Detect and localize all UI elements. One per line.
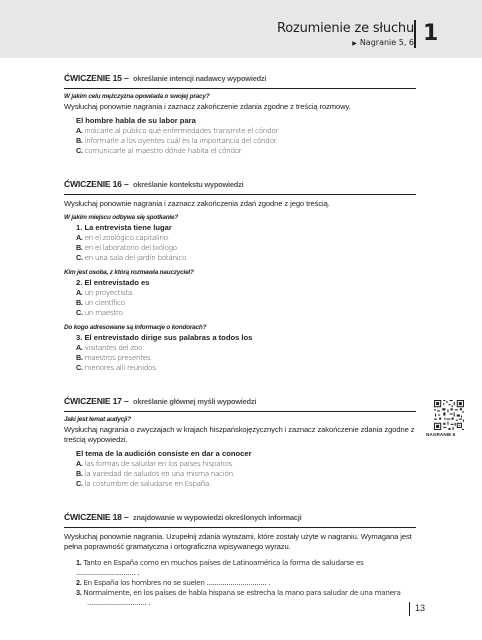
exercise-16-prompt-3: 3. El entrevistado dirige sus palabras a todos los [76, 333, 253, 342]
fill-in-item[interactable]: 3. Normalmente, en los países de habla hispana se estrecha la mano para saludar de una manera .............................. . [76, 588, 401, 607]
exercise-15-desc: określanie intencji nadawcy wypowiedzi [133, 74, 267, 83]
exercise-15-heading [64, 68, 416, 89]
exercise-18-name: ĆWICZENIE 18 – [64, 512, 129, 522]
exercise-16-task-2 [76, 278, 416, 318]
answer-option[interactable]: A. visitantes del zoo. [76, 343, 144, 352]
exercise-16-question-3: Do kogo adresowane są informacje o kondorach? [64, 324, 207, 331]
chapter-number: 1 [423, 21, 439, 46]
recording-reference [352, 38, 414, 47]
footer-divider [409, 602, 410, 616]
exercise-17-prompt: El tema de la audición consiste en dar a conocer [76, 449, 252, 458]
exercise-16-question-1: W jakim miejscu odbywa się spotkanie? [64, 214, 179, 221]
exercise-18-heading [64, 507, 416, 528]
recording-label: Nagranie 5, 6 [359, 38, 414, 47]
exercise-17-heading [64, 391, 416, 412]
exercise-17-desc: określanie głównej myśli wypowiedzi [133, 397, 257, 406]
exercise-17-task [76, 449, 416, 489]
answer-blank[interactable]: .............................. . [204, 578, 271, 587]
exercise-16-name: ĆWICZENIE 16 – [64, 179, 129, 189]
exercise-15-question: W jakim celu mężczyzna opowiada o swojej pracy? [64, 93, 210, 100]
answer-option[interactable]: C. comunicarle al maestro dónde habita el cóndor. [76, 146, 243, 155]
answer-option[interactable]: C. un maestro. [76, 308, 125, 317]
exercise-16-desc: określanie kontekstu wypowiedzi [133, 180, 244, 189]
exercise-18-items [76, 558, 416, 608]
exercise-15-prompt: El hombre habla de su labor para [76, 116, 196, 125]
page-number: 13 [415, 603, 426, 613]
exercise-17-name: ĆWICZENIE 17 – [64, 396, 129, 406]
fill-in-item[interactable]: 1. Tanto en España como en muchos países de Latinoamérica la forma de saludarse es .............................. . [76, 558, 364, 577]
answer-blank[interactable]: .............................. . [76, 568, 140, 577]
answer-option[interactable]: C. menores allí reunidos. [76, 363, 158, 372]
exercise-16-task-1 [76, 223, 416, 263]
section-title: Rozumienie ze słuchu [276, 21, 414, 36]
exercise-15-task [76, 116, 416, 156]
answer-option[interactable]: B. la variedad de saludos en una misma nación. [76, 469, 235, 478]
play-triangle-icon: ▶ [352, 40, 357, 47]
exercise-15-instruction: Wysłuchaj ponownie nagrania i zaznacz zakończenie zdania zgodne z treścią rozmowy. [64, 102, 351, 111]
exercise-16-prompt-1: 1. La entrevista tiene lugar [76, 223, 172, 232]
exercise-16-prompt-2: 2. El entrevistado es [76, 278, 150, 287]
answer-option[interactable]: A. un proyectista. [76, 288, 134, 297]
page-content [64, 68, 416, 608]
exercise-18-instruction: Wysłuchaj ponownie nagrania. Uzupełnij zdania wyrazami, które zostały użyte w nagraniu. Wymagana jest pełna poprawność gramatyczna i ortograficzna wpisywanego wyrazu. [64, 532, 412, 551]
answer-option[interactable]: B. maestros presentes. [76, 353, 153, 362]
answer-option[interactable]: A. en el zoológico capitalino. [76, 233, 170, 242]
exercise-17-instruction: Wysłuchaj nagrania o zwyczajach w krajach hiszpańskojęzycznych i zaznacz zakończenie zdania zgodne z treścią wypowiedzi. [64, 425, 415, 444]
answer-option[interactable]: A. las formas de saludar en los países hispanos. [76, 459, 234, 468]
answer-option[interactable]: B. un científico. [76, 298, 127, 307]
fill-in-item[interactable]: 2. En España los hombres no se suelen .............................. . [76, 578, 271, 587]
answer-option[interactable]: C. la costumbre de saludarse en España. [76, 479, 212, 488]
recording-label: NAGRANIE 6 [426, 432, 456, 437]
exercise-16-heading [64, 174, 416, 195]
exercise-16-question-2: Kim jest osoba, z którą rozmawia nauczyciel? [64, 269, 194, 276]
answer-option[interactable]: A. indicarle al público qué enfermedades transmite el cóndor. [76, 126, 280, 135]
qr-code-icon[interactable] [434, 400, 464, 430]
answer-option[interactable]: B. en el laboratorio del biólogo. [76, 243, 179, 252]
answer-option[interactable]: B. informarle a los oyentes cuál es la importancia del cóndor. [76, 136, 278, 145]
answer-blank[interactable]: .............................. . [87, 598, 151, 607]
exercise-18-desc: znajdowanie w wypowiedzi określonych informacji [133, 513, 302, 522]
answer-option[interactable]: C. en una sala del jardín botánico. [76, 253, 189, 262]
exercise-16-instruction: Wysłuchaj ponownie nagrania i zaznacz zakończenia zdań zgodne z jego treścią. [64, 199, 330, 208]
header-divider [414, 20, 416, 48]
exercise-15-name: ĆWICZENIE 15 – [64, 73, 129, 83]
exercise-17-question: Jaki jest temat audycji? [64, 416, 131, 423]
exercise-16-task-3 [76, 333, 416, 373]
